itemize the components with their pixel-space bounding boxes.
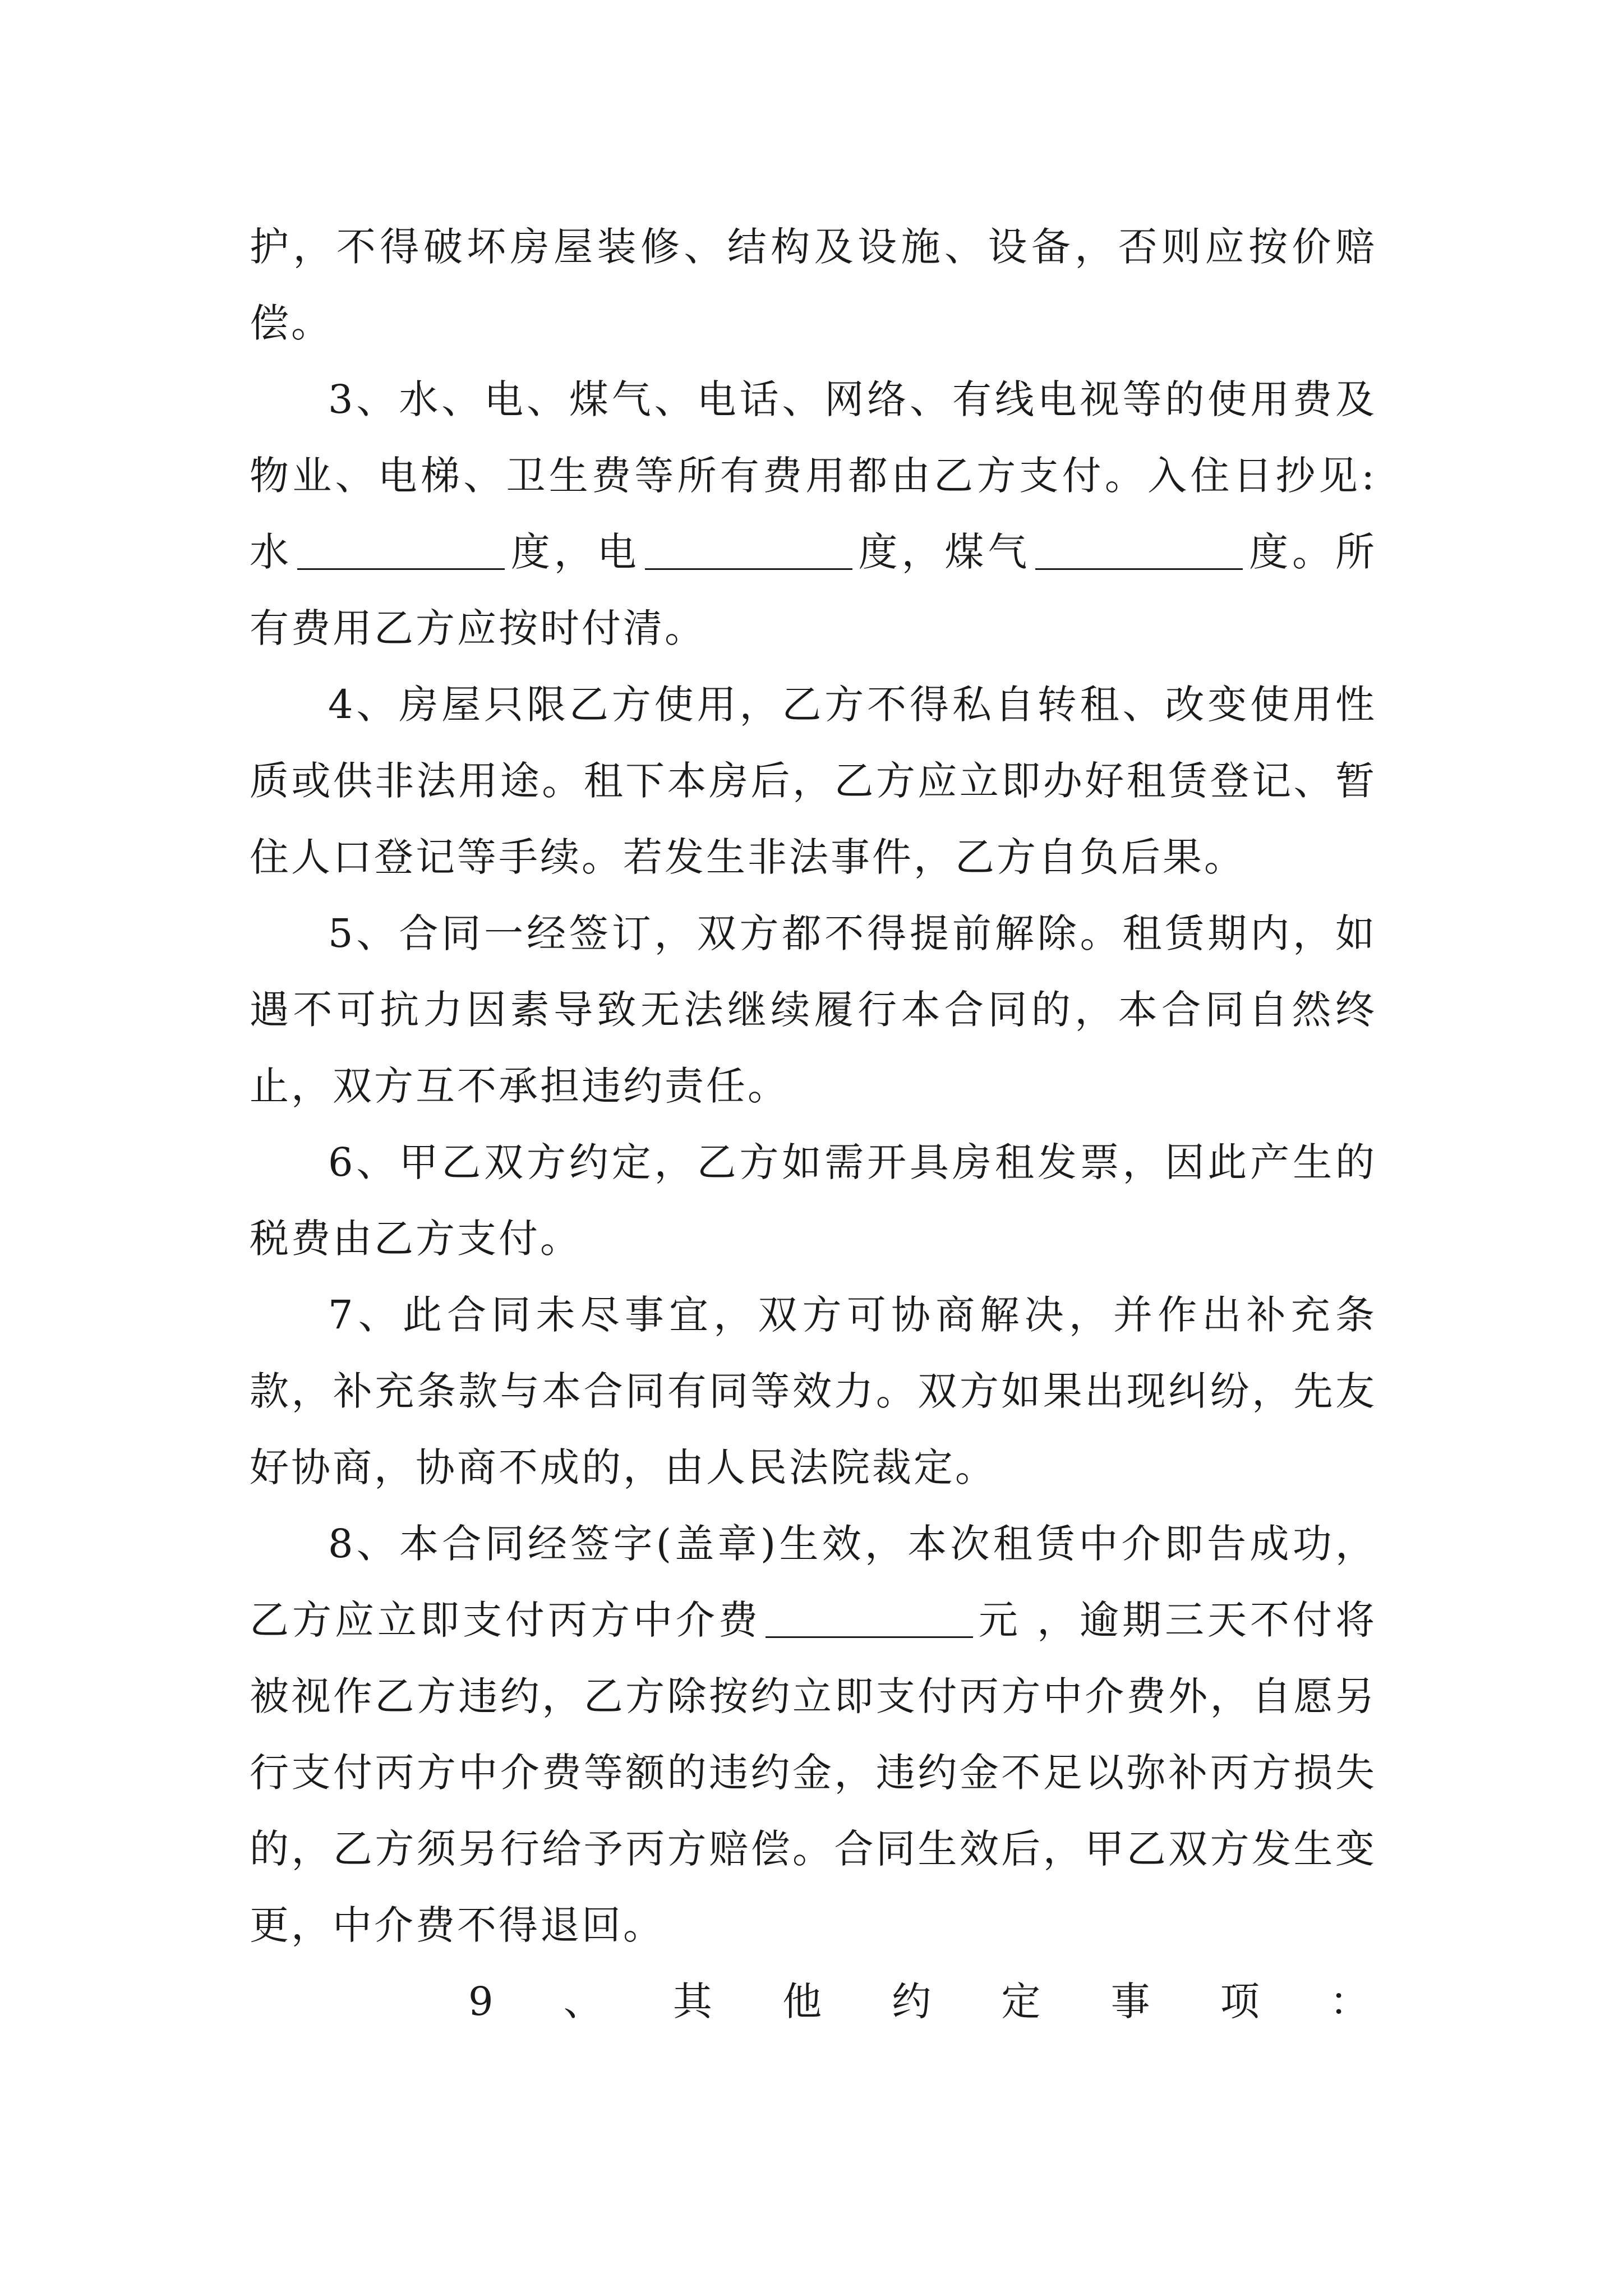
clause-7-disputes: 7、此合同未尽事宜，双方可协商解决，并作出补充条款，补充条款与本合同有同等效力。双方如果出现纠纷，先友好协商，协商不成的，由人民法院裁定。 [250,1292,1377,1490]
clause-6-invoice: 6、甲乙双方约定，乙方如需开具房租发票，因此产生的税费由乙方支付。 [250,1139,1377,1262]
gas-reading-blank [1035,529,1243,570]
clause-5-termination: 5、合同一经签订，双方都不得提前解除。租赁期内，如遇不可抗力因素导致无法继续履行本合同的，本合同自然终止，双方互不承担违约责任。 [250,910,1377,1109]
document-body [250,209,1377,2040]
clause-9-char: 、 [563,1978,605,2024]
clause-3-utilities [250,361,1377,666]
clause-9-char: 事 [1110,1978,1152,2024]
clause-9-char: 9 [468,1978,496,2024]
clause-4-usage: 4、房屋只限乙方使用，乙方不得私自转租、改变使用性质或供非法用途。租下本房后，乙方应立即办好租赁登记、暂住人口登记等手续。若发生非法事件，乙方自负后果。 [250,682,1377,880]
electricity-reading-blank [645,529,852,570]
clause-3-text-d: 度。所有费用乙方应按时付清。 [250,529,1377,651]
clause-9-char: 定 [1001,1978,1043,2024]
clause-3-text-a: 3、水、电、煤气、电话、网络、有线电视等的使用费及物业、电梯、卫生费等所有费用都由乙方支付。入住日抄见: 水 [250,376,1377,575]
clause-9-char: 他 [782,1978,824,2024]
clause-3-text-c: 度，煤气 [856,529,1031,575]
clause-9-char: ： [1329,1978,1371,2024]
clause-9-char: 项 [1220,1978,1262,2024]
clause-9-char: 其 [672,1978,714,2024]
clause-3-text-b: 度，电 [509,529,640,575]
clause-8-text-b: 元 ，逾期三天不付将被视作乙方违约，乙方除按约立即支付丙方中介费外，自愿另行支付丙方中介费等额的违约金，违约金不足以弥补丙方损失的，乙方须另行给予丙方赔偿。合同生效后，甲乙双方发生变更，中介费不得退回。 [250,1597,1377,1948]
clause-9-char: 约 [892,1978,934,2024]
clause-8-text-a: 8、本合同经签字(盖章)生效，本次租赁中介即告成功，乙方应立即支付丙方中介费 [250,1521,1377,1643]
paragraph-continuation: 护，不得破坏房屋装修、结构及设施、设备，否则应按价赔偿。 [250,224,1377,346]
water-reading-blank [297,529,505,570]
clause-9-other-terms [250,1963,1377,2040]
clause-8-agency-fee [250,1506,1377,1963]
agency-fee-blank [766,1597,973,1638]
